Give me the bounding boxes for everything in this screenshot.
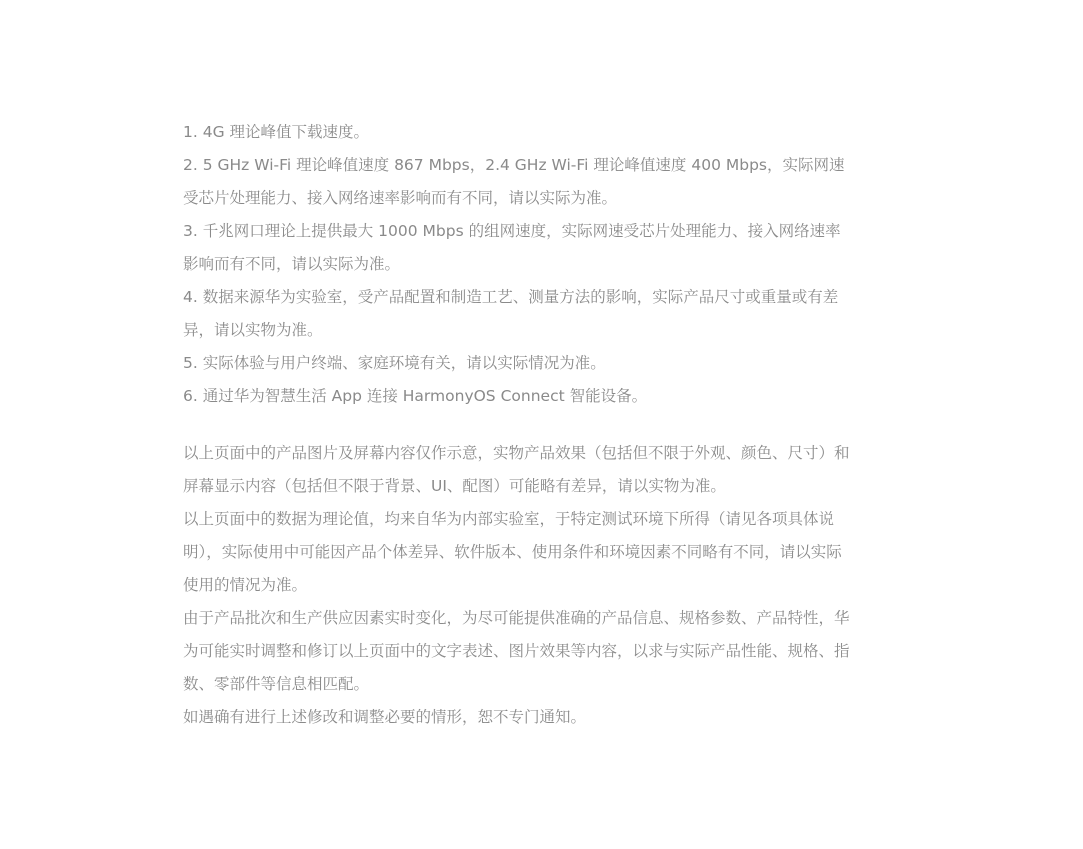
footnote-item: 3. 千兆网口理论上提供最大 1000 Mbps 的组网速度，实际网速受芯片处理能力、接入网络速率影响而有不同，请以实际为准。: [183, 222, 841, 273]
footnotes-section: [183, 116, 855, 734]
disclaimer-paragraph: 如遇确有进行上述修改和调整必要的情形，恕不专门通知。: [183, 708, 587, 726]
footnote-item: 1. 4G 理论峰值下载速度。: [183, 123, 370, 141]
disclaimer-block: [183, 437, 855, 734]
disclaimer-paragraph: 以上页面中的产品图片及屏幕内容仅作示意，实物产品效果（包括但不限于外观、颜色、尺寸）和屏幕显示内容（包括但不限于背景、UI、配图）可能略有差异，请以实物为准。: [183, 444, 850, 495]
section-gap: [183, 413, 855, 437]
footnote-item: 4. 数据来源华为实验室，受产品配置和制造工艺、测量方法的影响，实际产品尺寸或重量或有差异，请以实物为准。: [183, 288, 839, 339]
footnote-list: [183, 116, 855, 413]
disclaimer-paragraph: 以上页面中的数据为理论值，均来自华为内部实验室，于特定测试环境下所得（请见各项具体说明），实际使用中可能因产品个体差异、软件版本、使用条件和环境因素不同略有不同，请以实际使用的情况为准。: [183, 510, 842, 594]
disclaimer-paragraph: 由于产品批次和生产供应因素实时变化，为尽可能提供准确的产品信息、规格参数、产品特性，华为可能实时调整和修订以上页面中的文字表述、图片效果等内容，以求与实际产品性能、规格、指数、零部件等信息相匹配。: [183, 609, 850, 693]
footnote-item: 6. 通过华为智慧生活 App 连接 HarmonyOS Connect 智能设备。: [183, 387, 648, 405]
footnote-item: 5. 实际体验与用户终端、家庭环境有关，请以实际情况为准。: [183, 354, 606, 372]
footnote-item: 2. 5 GHz Wi-Fi 理论峰值速度 867 Mbps，2.4 GHz Wi-Fi 理论峰值速度 400 Mbps，实际网速受芯片处理能力、接入网络速率影响而有不同，请以实际为准。: [183, 156, 845, 207]
